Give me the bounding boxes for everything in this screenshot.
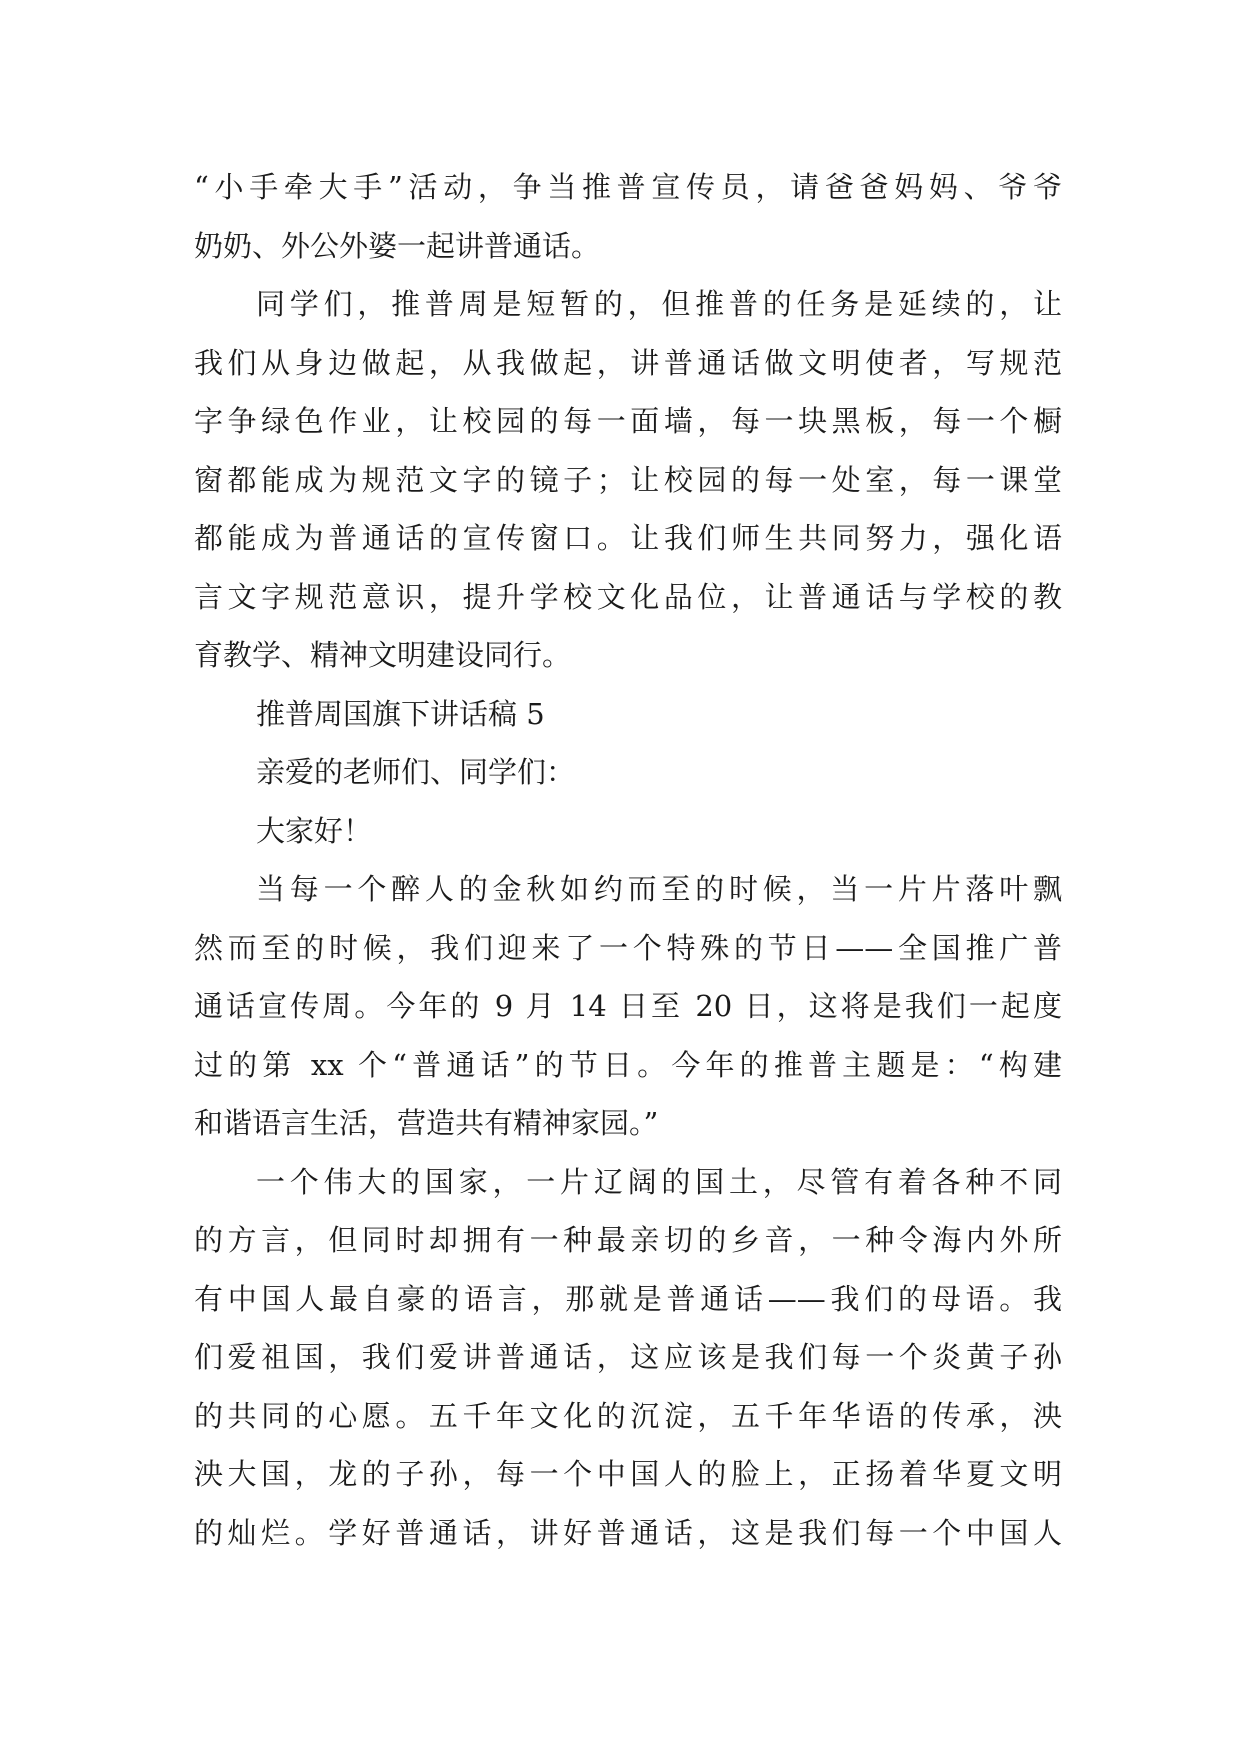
text-line: 窗都能成为规范文字的镜子；让校园的每一处室，每一课堂 <box>194 462 1062 497</box>
salutation: 亲爱的老师们、同学们： <box>256 755 576 789</box>
text-line: 过的第 xx 个“普通话”的节日。今年的推普主题是：“构建 <box>194 1047 1062 1082</box>
text-line: 育教学、精神文明建设同行。 <box>194 638 572 672</box>
text-line: 的灿烂。学好普通话，讲好普通话，这是我们每一个中国人 <box>194 1515 1062 1550</box>
text-line: 字争绿色作业，让校园的每一面墙，每一块黑板，每一个橱 <box>194 404 1062 438</box>
text-line: 我们从身边做起，从我做起，讲普通话做文明使者，写规范 <box>194 345 1062 380</box>
text-line: 通话宣传周。今年的 9 月 14 日至 20 日，这将是我们一起度 <box>194 989 1062 1023</box>
text-line: 们爱祖国，我们爱讲普通话，这应该是我们每一个炎黄子孙 <box>194 1340 1062 1374</box>
greeting: 大家好！ <box>256 813 373 848</box>
text-line: 都能成为普通话的宣传窗口。让我们师生共同努力，强化语 <box>194 521 1062 555</box>
document-body <box>194 158 1062 1562</box>
text-line: “小手牵大手”活动，争当推普宣传员，请爸爸妈妈、爷爷 <box>194 170 1062 204</box>
text-line: 奶奶、外公外婆一起讲普通话。 <box>194 228 601 263</box>
text-line: 言文字规范意识，提升学校文化品位，让普通话与学校的教 <box>194 579 1062 614</box>
text-line: 有中国人最自豪的语言，那就是普通话——我们的母语。我 <box>194 1281 1062 1316</box>
paragraph-first-line: 当每一个醉人的金秋如约而至的时候，当一片片落叶飘 <box>256 872 1062 906</box>
section-title: 推普周国旗下讲话稿 5 <box>256 696 545 731</box>
paragraph-first-line: 一个伟大的国家，一片辽阔的国土，尽管有着各种不同 <box>256 1164 1062 1199</box>
text-line: 的方言，但同时却拥有一种最亲切的乡音，一种令海内外所 <box>194 1223 1062 1257</box>
text-line: 的共同的心愿。五千年文化的沉淀，五千年华语的传承，泱 <box>194 1398 1062 1433</box>
text-line: 和谐语言生活，营造共有精神家园。” <box>194 1106 659 1140</box>
paragraph-first-line: 同学们，推普周是短暂的，但推普的任务是延续的，让 <box>256 287 1062 321</box>
text-line: 然而至的时候，我们迎来了一个特殊的节日——全国推广普 <box>194 930 1062 965</box>
text-line: 泱大国，龙的子孙，每一个中国人的脸上，正扬着华夏文明 <box>194 1457 1062 1491</box>
